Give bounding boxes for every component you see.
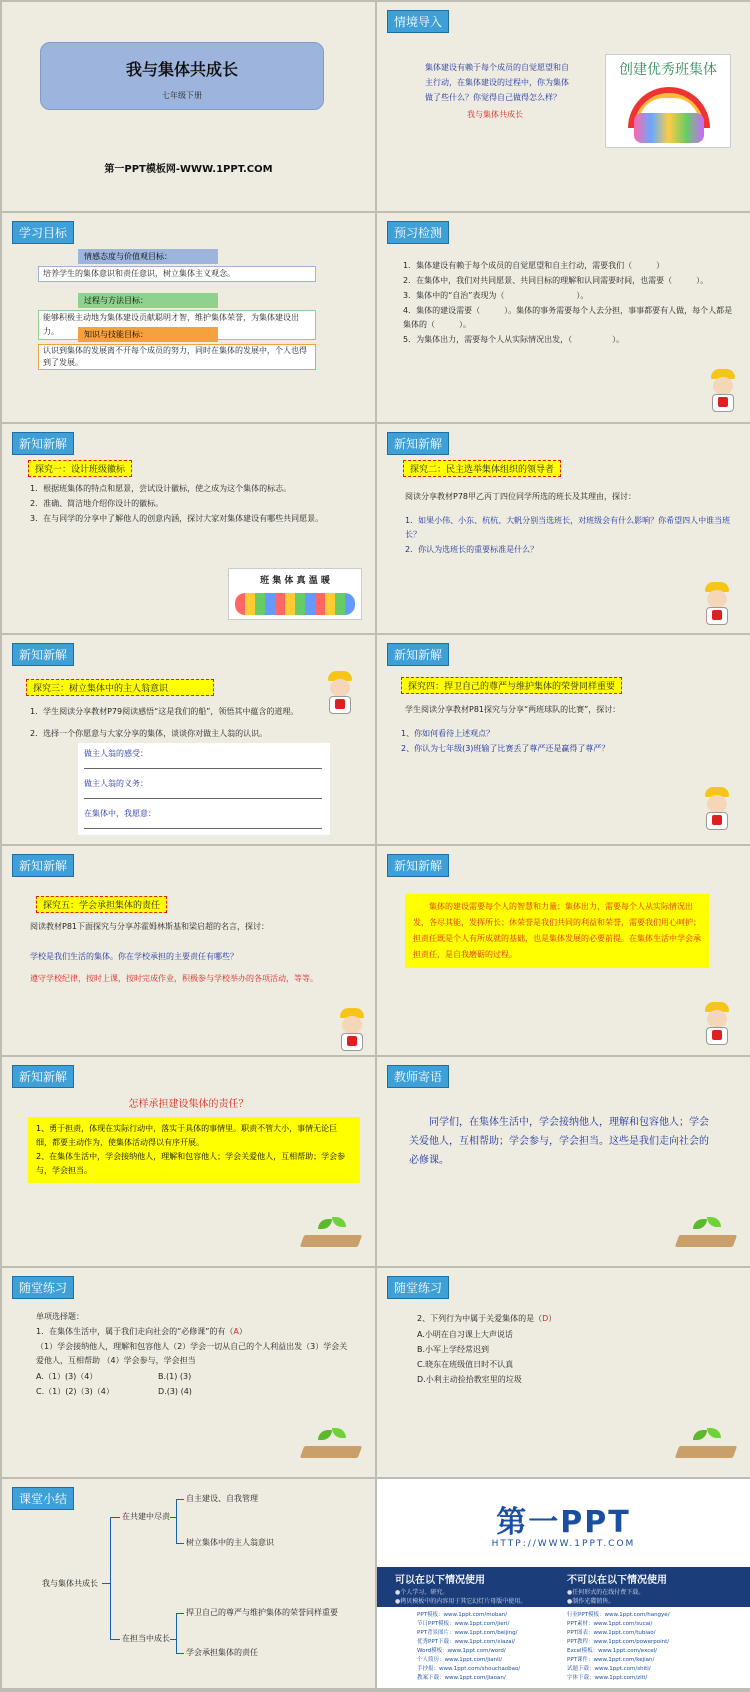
slide-summary-note bbox=[377, 846, 750, 1055]
goal-text-2: 能够积极主动地为集体建设贡献聪明才智，维护集体荣誉，为集体建设出力。 bbox=[38, 310, 316, 340]
mascot-icon bbox=[332, 1008, 370, 1054]
option-b: B.(1) (3) bbox=[158, 1372, 192, 1381]
mindmap-leaf-2a: 捍卫自己的尊严与维护集体的荣誉同样重要 bbox=[186, 1608, 338, 1617]
preview-line-3: 3．集体中的“自治”表现为（ ）。 bbox=[403, 291, 589, 300]
section-tag: 情境导入 bbox=[387, 10, 449, 33]
explore-intro: 学生阅读分享教材P81探究与分享“两班球队的比赛”，探讨： bbox=[405, 705, 621, 714]
explore-line-2: 2．准确、简洁地介绍你设计的徽标。 bbox=[30, 499, 164, 508]
section-tag: 新知新解 bbox=[12, 1065, 74, 1088]
section-tag: 学习目标 bbox=[12, 221, 74, 244]
slide-responsibility bbox=[2, 1057, 375, 1266]
option-c: C.晓东在班级值日时不认真 bbox=[417, 1360, 514, 1369]
option-b: B.小军上学经常迟到 bbox=[417, 1345, 490, 1354]
link-right-6[interactable]: PPT课件：www.1ppt.com/kejian/ bbox=[567, 1657, 655, 1663]
mindmap-line-b2a bbox=[176, 1613, 184, 1614]
responsibility-title: 怎样承担建设集体的责任？ bbox=[128, 1099, 249, 1110]
question-text: 1．在集体生活中，属于我们走向社会的“必修课”的有（ bbox=[36, 1327, 234, 1336]
class-photo bbox=[605, 54, 731, 148]
answer-field-1[interactable]: 做主人翁的感受： bbox=[84, 747, 322, 769]
link-left-6[interactable]: 个人简历：www.1ppt.com/jianli/ bbox=[417, 1657, 503, 1663]
section-tag: 新知新解 bbox=[12, 432, 74, 455]
can-use-title: 可以在以下情况使用 bbox=[395, 1575, 485, 1586]
explore-title: 探究二：民主选举集体组织的领导者 bbox=[403, 460, 561, 477]
slide-title bbox=[2, 2, 375, 211]
mindmap-line-b1b bbox=[176, 1543, 184, 1544]
mindmap-bracket-b2 bbox=[176, 1613, 177, 1653]
kids-row-icon bbox=[235, 593, 355, 615]
mindmap-bracket-b1 bbox=[176, 1499, 177, 1543]
intro-red-text: 我与集体共成长 bbox=[467, 110, 523, 119]
section-tag: 随堂练习 bbox=[12, 1276, 74, 1299]
plant-icon bbox=[677, 1215, 735, 1249]
goal-text-3: 认识到集体的发展离不开每个成员的努力，同时在集体的发展中，个人也得到了发展。 bbox=[38, 344, 316, 370]
cannot-use-2: ●制作光碟销售。 bbox=[567, 1598, 615, 1605]
mindmap-leaf-1b: 树立集体中的主人翁意识 bbox=[186, 1538, 274, 1547]
slide-teacher-words bbox=[377, 1057, 750, 1266]
cannot-use-title: 不可以在以下情况使用 bbox=[567, 1575, 667, 1586]
link-right-1[interactable]: 行业PPT模板：www.1ppt.com/hangye/ bbox=[567, 1612, 670, 1618]
mascot-icon bbox=[320, 671, 358, 717]
option-d: D.小利主动捡拾教室里的垃圾 bbox=[417, 1375, 522, 1384]
link-left-7[interactable]: 手抄报：www.1ppt.com/shouchaobao/ bbox=[417, 1666, 521, 1672]
mindmap-bracket-main bbox=[110, 1517, 111, 1639]
section-tag: 新知新解 bbox=[387, 643, 449, 666]
exercise-heading: 单项选择题： bbox=[36, 1312, 84, 1321]
links-box bbox=[377, 1607, 750, 1688]
mindmap-line-b1-root bbox=[170, 1517, 176, 1518]
mascot-icon bbox=[697, 1002, 735, 1048]
subtitle: 七年级下册 bbox=[162, 91, 202, 100]
teacher-message: 同学们，在集体生活中，学会接纳他人，理解和包容他人；学会关爱他人，互相帮助；学会参与，学会担当。这些是我们走向社会的必修课。 bbox=[409, 1117, 709, 1166]
mindmap-branch-1: 在共建中尽责 bbox=[122, 1512, 170, 1521]
link-left-3[interactable]: PPT背景图片：www.1ppt.com/beijing/ bbox=[417, 1630, 518, 1636]
can-use-1: ●个人学习、研究。 bbox=[395, 1589, 449, 1596]
site-text: 第一PPT模板网-WWW.1PPT.COM bbox=[104, 164, 273, 175]
question-end: ） bbox=[548, 1314, 557, 1323]
can-use-2: ●拷贝模板中的内容用于其它幻灯片母版中使用。 bbox=[395, 1598, 527, 1605]
answer-card bbox=[78, 743, 330, 835]
link-right-5[interactable]: Excel模板：www.1ppt.com/excel/ bbox=[567, 1648, 658, 1654]
slide-preview bbox=[377, 213, 750, 422]
explore-title: 探究四：捍卫自己的尊严与维护集体的荣誉同样重要 bbox=[401, 677, 622, 694]
explore-line-3: 3．在与同学的分享中了解他人的创意内涵，探讨大家对集体建设有哪些共同愿景。 bbox=[30, 514, 324, 523]
section-tag: 新知新解 bbox=[12, 854, 74, 877]
link-right-3[interactable]: PPT图表：www.1ppt.com/tubiao/ bbox=[567, 1630, 656, 1636]
explore-question: 学校是我们生活的集体。你在学校承担的主要责任有哪些？ bbox=[30, 952, 238, 961]
cannot-use-1: ●任何形式的在线付费下载。 bbox=[567, 1589, 645, 1596]
option-a: A.（1）(3)（4） bbox=[36, 1372, 98, 1381]
link-left-8[interactable]: 教案下载：www.1ppt.com/jiaoan/ bbox=[417, 1675, 506, 1681]
goal-label-3: 知识与技能目标： bbox=[78, 327, 218, 342]
section-tag: 课堂小结 bbox=[12, 1487, 74, 1510]
usage-panel bbox=[377, 1567, 750, 1688]
mindmap-line-b1a bbox=[176, 1499, 184, 1500]
answer-field-2[interactable]: 做主人翁的义务： bbox=[84, 777, 322, 799]
section-tag: 新知新解 bbox=[387, 432, 449, 455]
explore-question-2: 2、你认为七年级(3)班输了比赛丢了尊严还是赢得了尊严？ bbox=[401, 744, 610, 753]
question-end: ） bbox=[238, 1327, 247, 1336]
mascot-icon bbox=[697, 582, 735, 628]
slide-end bbox=[377, 1479, 750, 1688]
image-caption: 班 集 体 真 温 暖 bbox=[260, 576, 330, 586]
mindmap-line-root bbox=[102, 1583, 110, 1584]
page-title: 我与集体共成长 bbox=[125, 60, 238, 79]
photo-title: 创建优秀班集体 bbox=[619, 62, 717, 78]
brand-logo: 第一PPT bbox=[496, 1505, 631, 1540]
section-tag: 新知新解 bbox=[387, 854, 449, 877]
mascot-icon bbox=[703, 369, 741, 415]
slide-explore-4 bbox=[377, 635, 750, 844]
explore-line-1: 1．根据班集体的特点和愿景，尝试设计徽标，使之成为这个集体的标志。 bbox=[30, 484, 292, 493]
explore-line-1: 1．学生阅读分享教材P79阅读感悟“这是我们的船”，领悟其中蕴含的道理。 bbox=[30, 707, 299, 716]
mindmap-leaf-1a: 自主建设、自我管理 bbox=[186, 1494, 258, 1503]
goal-text-1: 培养学生的集体意识和责任意识，树立集体主义观念。 bbox=[38, 266, 316, 282]
section-tag: 预习检测 bbox=[387, 221, 449, 244]
mindmap-line-b2 bbox=[110, 1639, 120, 1640]
answer-field-3[interactable]: 在集体中，我愿意： bbox=[84, 807, 322, 829]
mindmap-line-b2b bbox=[176, 1653, 184, 1654]
link-left-2[interactable]: 节日PPT模板：www.1ppt.com/jieri/ bbox=[417, 1621, 510, 1627]
preview-line-4: 4．集体的建设需要（ ）。集体的事务需要每个人去分担，事事都要有人做，每个人都是集体的（ ）。 bbox=[403, 306, 733, 329]
option-d: D.(3) (4) bbox=[158, 1387, 192, 1396]
slide-explore-1 bbox=[2, 424, 375, 633]
explore-line-2: 2．选择一个你愿意与大家分享的集体，谈谈你对做主人翁的认识。 bbox=[30, 729, 268, 738]
explore-intro: 阅读分享教材P78甲乙丙丁四位同学所选的班长及其理由，探讨： bbox=[405, 492, 637, 501]
summary-highlight: 集体的建设需要每个人的智慧和力量；集体出力，需要每个人从实际情况出发，各尽其能，发挥所长；休荣誉是我们共同的利益和荣誉，需要我们用心呵护；担责任既是个人有所成就的基础，也是集体发展的必要前提。在集体生活中学会承担责任，是自我磨砺的过程。 bbox=[405, 894, 709, 968]
slide-explore-5 bbox=[2, 846, 375, 1055]
explore-title: 探究一：设计班级徽标 bbox=[28, 460, 132, 477]
plant-icon bbox=[302, 1426, 360, 1460]
mindmap-line-b1 bbox=[110, 1517, 120, 1518]
link-right-8[interactable]: 字体下载：www.1ppt.com/ziti/ bbox=[567, 1675, 648, 1681]
link-right-7[interactable]: 试题下载：www.1ppt.com/shiti/ bbox=[567, 1666, 651, 1672]
responsibility-box bbox=[28, 1117, 360, 1183]
slide-class-summary bbox=[2, 1479, 375, 1688]
question-text: 2、下列行为中属于关爱集体的是（ bbox=[417, 1314, 543, 1323]
mindmap-line-b2-root bbox=[170, 1639, 176, 1640]
slide-exercise-1 bbox=[2, 1268, 375, 1477]
section-tag: 随堂练习 bbox=[387, 1276, 449, 1299]
preview-line-5: 5．为集体出力，需要每个人从实际情况出发，（ ）。 bbox=[403, 335, 625, 344]
section-tag: 教师寄语 bbox=[387, 1065, 449, 1088]
intro-text: 集体建设有赖于每个成员的自觉愿望和自主行动，在集体建设的过程中，你为集体做了些什么？你觉得自己做得怎么样？ bbox=[425, 63, 569, 102]
explore-question-2: 2．你认为选班长的重要标准是什么？ bbox=[405, 545, 539, 554]
brand-url[interactable]: HTTP://WWW.1PPT.COM bbox=[491, 1539, 636, 1549]
explore-title: 探究五：学会承担集体的责任 bbox=[36, 896, 167, 913]
mindmap-root: 我与集体共成长 bbox=[42, 1579, 98, 1588]
slide-exercise-2 bbox=[377, 1268, 750, 1477]
goal-label-1: 情感态度与价值观目标： bbox=[78, 249, 218, 264]
preview-line-1: 1．集体建设有赖于每个成员的自觉愿望和自主行动，需要我们（ ） bbox=[403, 261, 665, 270]
option-a: A.小明在自习课上大声说话 bbox=[417, 1330, 513, 1339]
link-right-4[interactable]: PPT教程：www.1ppt.com/powerpoint/ bbox=[567, 1639, 670, 1645]
class-warm-image bbox=[228, 568, 362, 620]
question-answer: A bbox=[233, 1327, 239, 1336]
explore-answer: 遵守学校纪律，按时上课，按时完成作业，积极参与学校举办的各项活动，等等。 bbox=[30, 974, 318, 983]
link-right-2[interactable]: PPT素材：www.1ppt.com/sucai/ bbox=[567, 1621, 653, 1627]
explore-title: 探究三：树立集体中的主人翁意识 bbox=[26, 679, 214, 696]
option-c: C.（1）(2)（3)（4） bbox=[36, 1387, 114, 1396]
slide-goals bbox=[2, 213, 375, 422]
exercise-question bbox=[417, 1312, 717, 1326]
exercise-question bbox=[36, 1325, 356, 1339]
mindmap-branch-2: 在担当中成长 bbox=[122, 1634, 170, 1643]
slide-intro bbox=[377, 2, 750, 211]
explore-question-1: 1．如果小伟、小东、杭杭、大帆分别当选班长，对班级会有什么影响？你希望四人中谁当班长？ bbox=[405, 516, 731, 539]
link-left-5[interactable]: Word模板：www.1ppt.com/word/ bbox=[417, 1648, 506, 1654]
responsibility-point-2: 2、在集体生活中，学会接纳他人，理解和包容他人；学会关爱他人，互相帮助；学会参与，学会担当。 bbox=[36, 1152, 346, 1175]
exercise-statements: （1）学会接纳他人，理解和包容他人（2）学会一切从自己的个人利益出发（3）学会关爱他人，互相帮助 （4）学会参与，学会担当 bbox=[36, 1342, 348, 1365]
plant-icon bbox=[677, 1426, 735, 1460]
link-left-1[interactable]: PPT模板：www.1ppt.com/moban/ bbox=[417, 1612, 508, 1618]
link-left-4[interactable]: 优秀PPT下载：www.1ppt.com/xiazai/ bbox=[417, 1639, 516, 1645]
plant-icon bbox=[302, 1215, 360, 1249]
slide-explore-2 bbox=[377, 424, 750, 633]
goal-label-2: 过程与方法目标： bbox=[78, 293, 218, 308]
section-tag: 新知新解 bbox=[12, 643, 74, 666]
mascot-icon bbox=[697, 787, 735, 833]
slide-explore-3 bbox=[2, 635, 375, 844]
explore-question-1: 1、你如何看待上述观点？ bbox=[401, 729, 495, 738]
responsibility-point-1: 1、勇于担责，体现在实际行动中，落实于具体的事情里。职责不管大小，事情无论巨细，都要主动作为，使集体活动得以有序开展。 bbox=[36, 1124, 338, 1147]
explore-intro: 阅读教材P81下面探究与分享苏霍姆林斯基和梁启超的名言，探讨： bbox=[30, 922, 270, 931]
children-icon bbox=[634, 113, 704, 143]
question-answer: D bbox=[542, 1314, 549, 1323]
mindmap-leaf-2b: 学会承担集体的责任 bbox=[186, 1648, 258, 1657]
preview-line-2: 2．在集体中，我们对共同愿景、共同目标的理解和认同需要时间，也需要（ ）。 bbox=[403, 276, 709, 285]
